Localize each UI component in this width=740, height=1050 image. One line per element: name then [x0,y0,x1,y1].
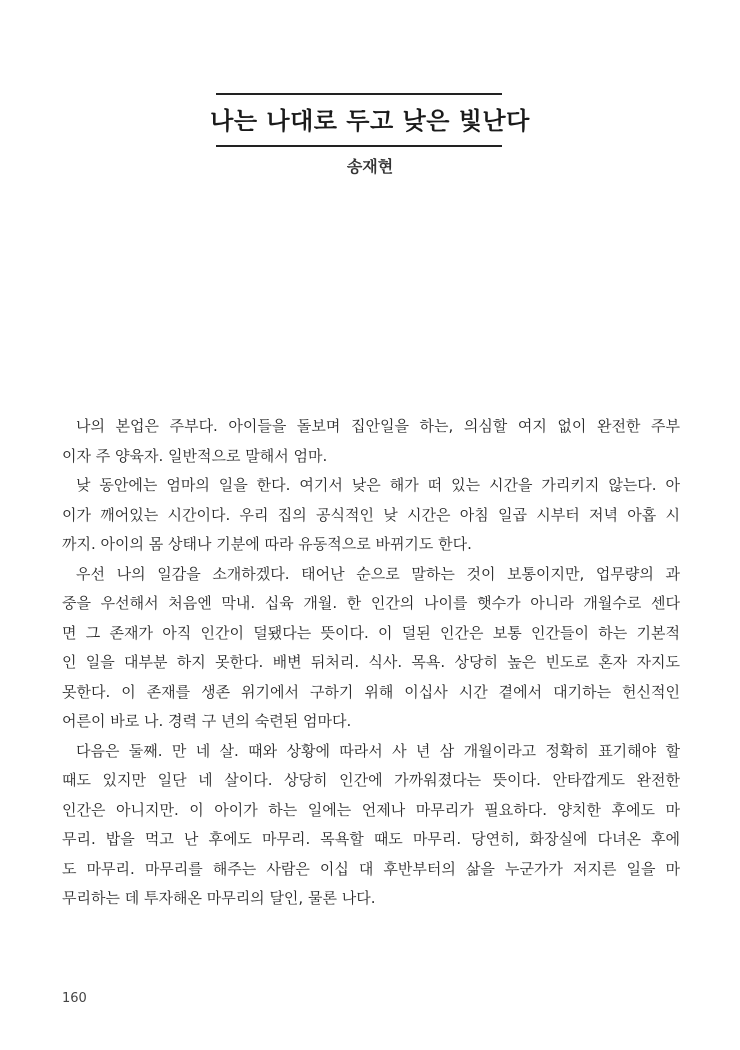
body-text-line: 이자 주 양육자. 일반적으로 말해서 엄마. [62,446,328,465]
body-text-line: 무리. 밥을 먹고 난 후에도 마무리. 목욕할 때도 마무리. 당연히, 화장실에 다녀온 후에 [62,830,680,848]
body-text-line: 못한다. 이 존재를 생존 위기에서 구하기 위해 이십사 시간 곁에서 대기하는 헌신적인 [62,682,680,701]
body-text-line: 인간은 아니지만. 이 아이가 하는 일에는 언제나 마무리가 필요하다. 양치한 후에도 마 [62,800,680,819]
body-text-line: 도 마무리. 마무리를 해주는 사람은 이십 대 후반부터의 삶을 누군가가 저지른 일을 마 [62,859,680,878]
author-name: 송재현 [346,157,394,176]
body-text-line: 어른이 바로 나. 경력 구 년의 숙련된 엄마다. [62,712,352,730]
body-text-line: 면 그 존재가 아직 인간이 덜됐다는 뜻이다. 이 덜된 인간은 보통 인간들이 하는 기본적 [62,623,680,642]
body-text-line: 중을 우선해서 처음엔 막내. 십육 개월. 한 인간의 나이를 햇수가 아니라 개월수로 센다 [62,594,680,612]
title-bottom-rule [216,145,502,147]
body-text-line: 낮 동안에는 엄마의 일을 한다. 여기서 낮은 해가 떠 있는 시간을 가리키지 않는다. 아 [76,476,680,494]
body-text-line: 때도 있지만 일단 네 살이다. 상당히 인간에 가까워졌다는 뜻이다. 안타깝게도 완전한 [62,771,680,789]
body-text-line: 무리하는 데 투자해온 마무리의 달인, 물론 나다. [62,889,376,907]
body-text-line: 나의 본업은 주부다. 아이들을 돌보며 집안일을 하는, 의심할 여지 없이 완전한 주부 [76,417,680,435]
essay-body [62,412,680,914]
body-text-line: 다음은 둘째. 만 네 살. 때와 상황에 따라서 사 년 삼 개월이라고 정확히 표기해야 할 [76,741,680,760]
body-text-line: 인 일을 대부분 하지 못한다. 배변 뒤처리. 식사. 목욕. 상당히 높은 빈도로 혼자 자지도 [62,653,680,671]
page-number: 160 [62,991,87,1006]
essay-title: 나는 나대로 두고 낮은 빛난다 [210,107,530,135]
body-text-line: 까지. 아이의 몸 상태나 기분에 따라 유동적으로 바뀌기도 한다. [62,535,472,553]
body-text-line: 우선 나의 일감을 소개하겠다. 태어난 순으로 말하는 것이 보통이지만, 업무량의 과 [76,564,680,583]
body-text-line: 이가 깨어있는 시간이다. 우리 집의 공식적인 낮 시간은 아침 일곱 시부터 저녁 아홉 시 [62,505,680,524]
title-top-rule [216,93,502,95]
